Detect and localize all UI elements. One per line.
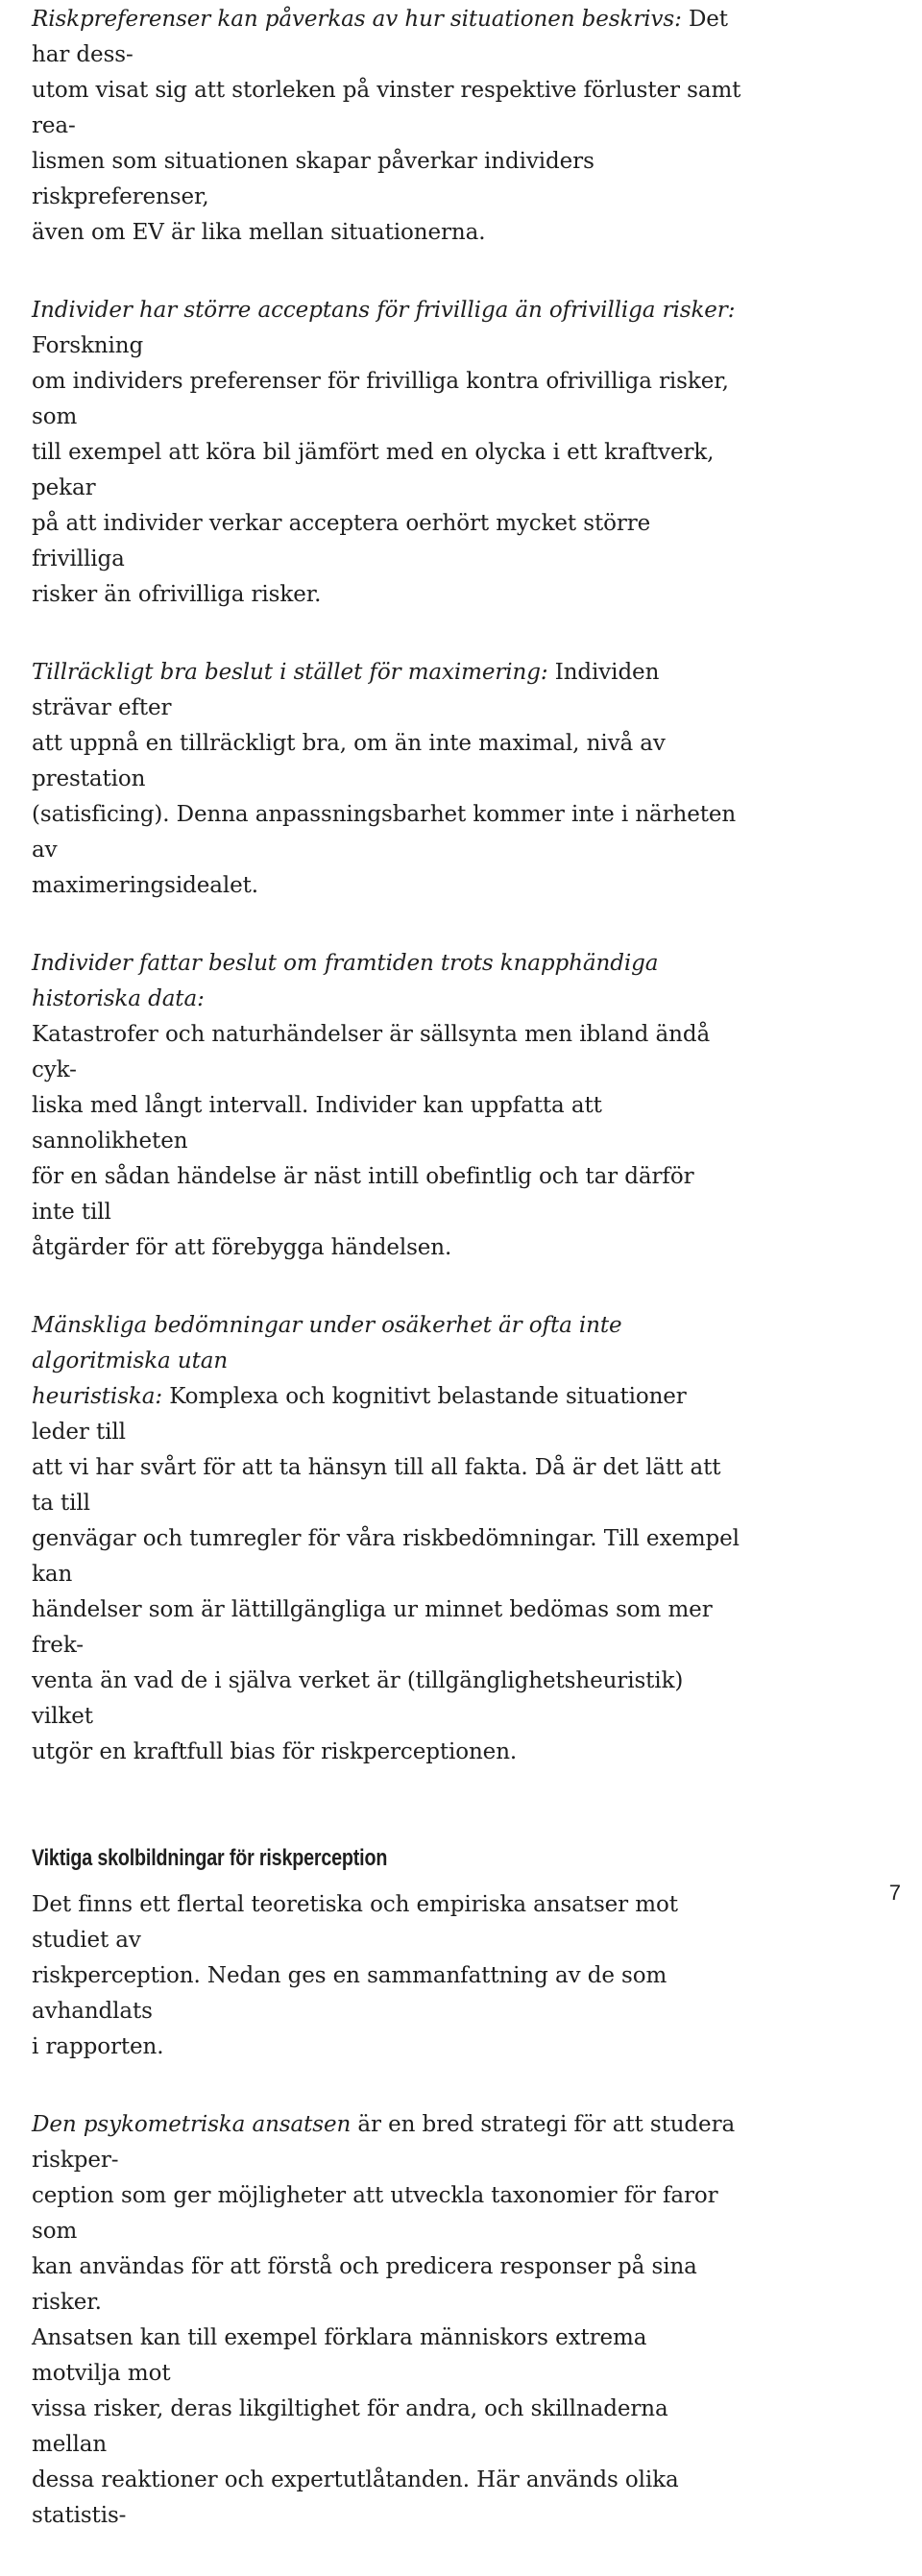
paragraph-body: Individen strävar efter att uppnå en tillräckligt bra, om än inte maximal, nivå av prestation (satisficing). Denna anpassningsbarhet kommer inte i närheten av maximeringsidealet. — [32, 660, 737, 898]
paragraph-historical-data — [32, 946, 742, 1266]
section-intro: Det finns ett flertal teoretiska och empiriska ansatser mot studiet av riskperception. Nedan ges en sammanfattning av de som avhandlats i rapporten. — [32, 1892, 678, 2059]
paragraph-lead: Riskpreferenser kan påverkas av hur situationen beskrivs: — [32, 7, 682, 32]
paragraph-psychometric — [32, 2107, 742, 2534]
paragraph-satisficing — [32, 655, 742, 904]
paragraph-voluntary-risks — [32, 293, 742, 613]
section-heading: Viktiga skolbildningar för riskperception — [32, 1845, 388, 1871]
paragraph-lead: Individer fattar beslut om framtiden trots knapphändiga historiska data: — [32, 951, 659, 1011]
paragraph-lead: Tillräckligt bra beslut i stället för maximering: — [32, 660, 548, 685]
paragraph-risk-framing — [32, 2, 742, 251]
paragraph-body: Det har dess- utom visat sig att storleken på vinster respektive förluster samt rea- lismen som situationen skapar påverkar individers riskpreferenser, även om EV är lika mellan situationerna. — [32, 7, 741, 245]
paragraph-body: Komplexa och kognitivt belastande situationer leder till att vi har svårt för att ta hänsyn till all fakta. Då är det lätt att ta till genvägar och tumregler för våra riskbedömningar. Till exempel kan händelser som är lättillgängliga ur minnet bedömas som mer frek- venta än vad de i själva verket är (tillgänglighetsheuristik) vilket utgör en kraftfull bias för riskperceptionen. — [32, 1384, 740, 1764]
paragraph-lead: Individer har större acceptans för frivilliga än ofrivilliga risker: — [32, 298, 736, 323]
page-number: 7 — [888, 1881, 901, 1905]
paragraph-body: Forskning om individers preferenser för frivilliga kontra ofrivilliga risker, som till exempel att köra bil jämfört med en olycka i ett kraftverk, pekar på att individer verkar acceptera oerhört mycket större frivilliga risker än ofrivilliga risker. — [32, 333, 729, 607]
document-page — [32, 0, 742, 2576]
paragraph-body: är en bred strategi för att studera riskper- ception som ger möjligheter att utveckla taxonomier för faror som kan användas för att förstå och predicera responser på sina risker. Ansatsen kan till exempel förklara människors extrema motvilja mot vissa risker, deras likgiltighet för andra, och skillnaderna mellan dessa reaktioner och expertutlåtanden. Här används olika statistis- — [32, 2112, 736, 2528]
paragraph-lead: Den psykometriska ansatsen — [32, 2112, 352, 2137]
paragraph-lead: Mänskliga bedömningar under osäkerhet är ofta inte algoritmiska utan heuristiska: — [32, 1313, 622, 1409]
paragraph-heuristics — [32, 1308, 742, 1770]
paragraph-body: Katastrofer och naturhändelser är sällsynta men ibland ändå cyk- liska med långt intervall. Individer kan uppfatta att sannolikheten för en sådan händelse är näst intill obefintlig och tar därför inte till åtgärder för att förebygga händelsen. — [32, 1022, 711, 1260]
